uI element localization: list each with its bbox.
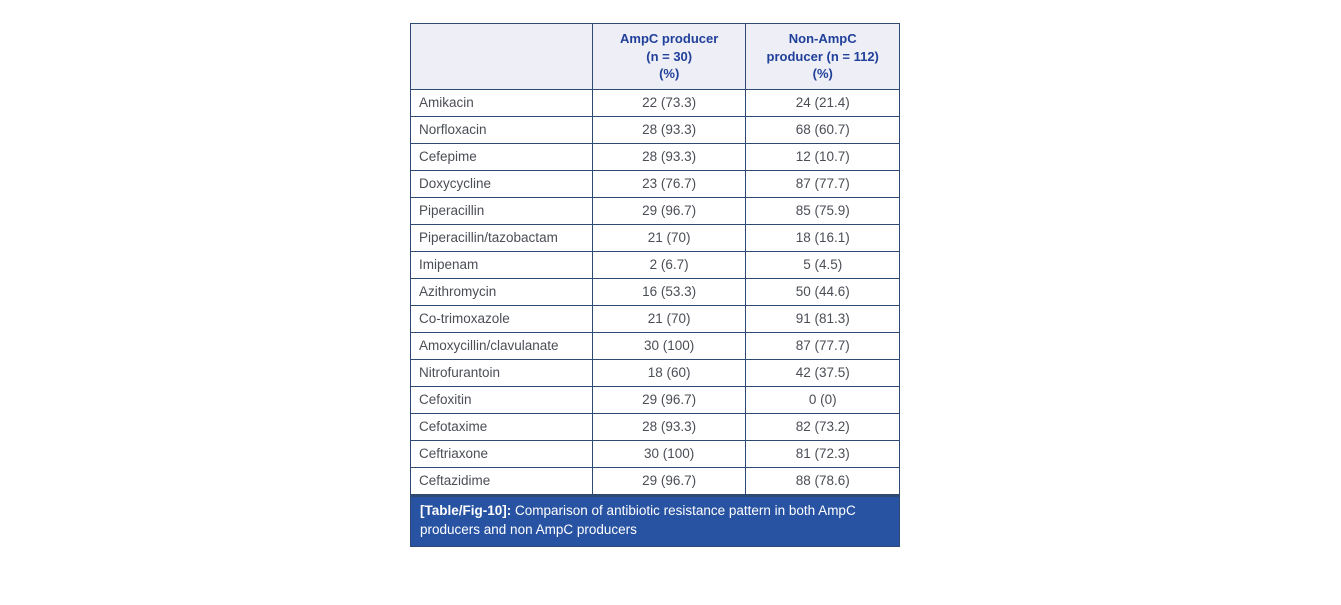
ampc-value: 28 (93.3) — [592, 116, 746, 143]
non-ampc-value: 87 (77.7) — [746, 332, 900, 359]
antibiotic-name: Imipenam — [411, 251, 593, 278]
figure-caption-text: Comparison of antibiotic resistance pattern in both AmpC producers and non AmpC producers — [420, 502, 856, 537]
non-ampc-value: 88 (78.6) — [746, 467, 900, 495]
antibiotic-name: Amikacin — [411, 89, 593, 116]
ampc-value: 28 (93.3) — [592, 143, 746, 170]
ampc-value: 16 (53.3) — [592, 278, 746, 305]
table-figure — [410, 23, 900, 547]
non-ampc-value: 85 (75.9) — [746, 197, 900, 224]
ampc-value: 23 (76.7) — [592, 170, 746, 197]
table-row — [411, 116, 900, 143]
header-cell-non-ampc-producer — [746, 24, 900, 90]
antibiotic-name: Norfloxacin — [411, 116, 593, 143]
antibiotic-resistance-table — [410, 23, 900, 497]
non-ampc-value: 68 (60.7) — [746, 116, 900, 143]
header-non-ampc-line2: producer (n = 112) — [766, 48, 879, 64]
header-non-ampc-line1: Non-AmpC — [788, 31, 857, 46]
header-cell-blank — [411, 24, 593, 90]
table-row — [411, 251, 900, 278]
ampc-value: 30 (100) — [592, 332, 746, 359]
ampc-value: 22 (73.3) — [592, 89, 746, 116]
header-ampc-line2: (n = 30) — [646, 48, 693, 64]
table-row — [411, 305, 900, 332]
table-row — [411, 278, 900, 305]
non-ampc-value: 87 (77.7) — [746, 170, 900, 197]
non-ampc-value: 42 (37.5) — [746, 359, 900, 386]
non-ampc-value: 50 (44.6) — [746, 278, 900, 305]
table-row — [411, 467, 900, 495]
non-ampc-value: 18 (16.1) — [746, 224, 900, 251]
header-ampc-line1: AmpC producer — [620, 31, 719, 46]
figure-caption-label: [Table/Fig-10]: — [420, 502, 512, 518]
antibiotic-name: Cefepime — [411, 143, 593, 170]
ampc-value: 18 (60) — [592, 359, 746, 386]
ampc-value: 2 (6.7) — [592, 251, 746, 278]
table-row — [411, 143, 900, 170]
table-row — [411, 197, 900, 224]
header-non-ampc-line3: (%) — [812, 66, 833, 82]
figure-caption — [410, 497, 900, 548]
ampc-value: 21 (70) — [592, 305, 746, 332]
antibiotic-name: Piperacillin/tazobactam — [411, 224, 593, 251]
table-row — [411, 170, 900, 197]
antibiotic-name: Cefotaxime — [411, 413, 593, 440]
table-header-row — [411, 24, 900, 90]
non-ampc-value: 91 (81.3) — [746, 305, 900, 332]
non-ampc-value: 5 (4.5) — [746, 251, 900, 278]
table-row — [411, 413, 900, 440]
antibiotic-name: Cefoxitin — [411, 386, 593, 413]
antibiotic-name: Azithromycin — [411, 278, 593, 305]
header-ampc-line3: (%) — [659, 66, 680, 82]
antibiotic-name: Nitrofurantoin — [411, 359, 593, 386]
ampc-value: 29 (96.7) — [592, 467, 746, 495]
antibiotic-name: Ceftriaxone — [411, 440, 593, 467]
non-ampc-value: 82 (73.2) — [746, 413, 900, 440]
ampc-value: 29 (96.7) — [592, 386, 746, 413]
table-row — [411, 440, 900, 467]
antibiotic-name: Doxycycline — [411, 170, 593, 197]
antibiotic-name: Amoxycillin/clavulanate — [411, 332, 593, 359]
antibiotic-name: Co-trimoxazole — [411, 305, 593, 332]
non-ampc-value: 12 (10.7) — [746, 143, 900, 170]
table-row — [411, 89, 900, 116]
ampc-value: 30 (100) — [592, 440, 746, 467]
non-ampc-value: 0 (0) — [746, 386, 900, 413]
table-row — [411, 332, 900, 359]
table-row — [411, 359, 900, 386]
ampc-value: 29 (96.7) — [592, 197, 746, 224]
ampc-value: 21 (70) — [592, 224, 746, 251]
table-row — [411, 386, 900, 413]
antibiotic-name: Ceftazidime — [411, 467, 593, 495]
ampc-value: 28 (93.3) — [592, 413, 746, 440]
antibiotic-name: Piperacillin — [411, 197, 593, 224]
non-ampc-value: 81 (72.3) — [746, 440, 900, 467]
table-row — [411, 224, 900, 251]
non-ampc-value: 24 (21.4) — [746, 89, 900, 116]
header-cell-ampc-producer — [592, 24, 746, 90]
